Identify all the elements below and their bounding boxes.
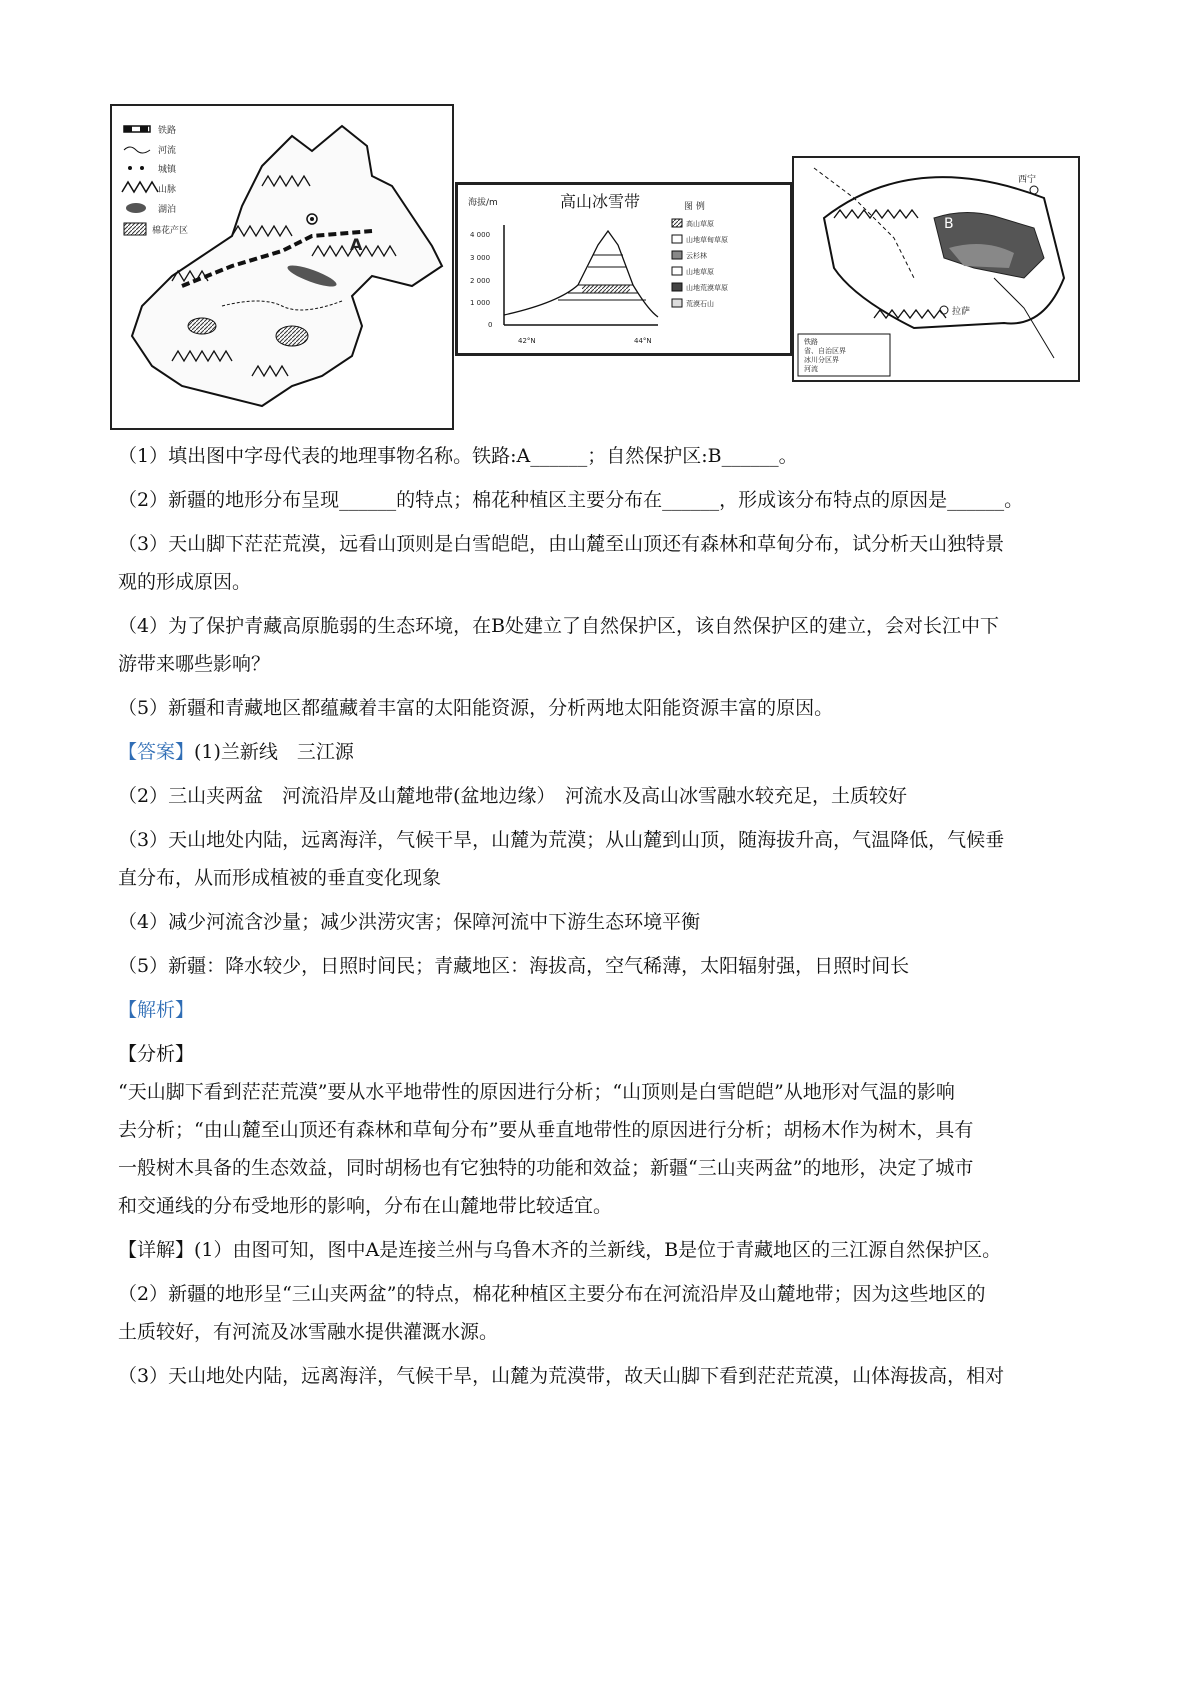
line-text: （3）天山地处内陆，远离海洋，气候干旱，山麓为荒漠带，故天山脚下看到茫茫荒漠，山体海拔高，相对 xyxy=(118,1365,1005,1387)
xtick-44n: 44°N xyxy=(634,337,652,345)
legend-railway: 铁路 xyxy=(158,126,177,136)
section-tag: 【解析】 xyxy=(118,999,195,1021)
text-line xyxy=(118,955,1102,978)
line-text: 【详解】(1）由图可知，图中A是连接兰州与乌鲁木齐的兰新线，B是位于青藏地区的三江源自然保护区。 xyxy=(118,1239,1002,1261)
text-line xyxy=(118,1239,1102,1262)
line-text: 游带来哪些影响？ xyxy=(118,653,271,675)
map3-legend-river: 河流 xyxy=(804,365,818,373)
line-text: 和交通线的分布受地形的影响，分布在山麓地带比较适宜。 xyxy=(118,1195,613,1217)
text-line xyxy=(118,615,1102,638)
map3-legend-glacier: 冰川分区界 xyxy=(804,356,839,364)
line-text: （5）新疆：降水较少，日照时间民；青藏地区：海拔高，空气稀薄，太阳辐射强，日照时间长 xyxy=(118,955,910,977)
map3-legend-border: 省、自治区界 xyxy=(804,347,846,355)
qinghai-tibet-map xyxy=(792,156,1080,382)
document-text xyxy=(118,445,1102,1388)
line-text: （1）填出图中字母代表的地理事物名称。铁路:A______；自然保护区:B______。 xyxy=(118,445,798,467)
text-line xyxy=(118,489,1102,512)
text-line xyxy=(118,1081,1102,1104)
legend-lake: 湖泊 xyxy=(158,205,177,215)
text-line xyxy=(118,1119,1102,1142)
text-line xyxy=(118,741,1102,764)
legend-mountain: 山脉 xyxy=(158,185,177,195)
city-lhasa: 拉萨 xyxy=(952,307,971,317)
ytick-4000: 4 000 xyxy=(470,231,491,239)
line-text: 【分析】 xyxy=(118,1043,195,1065)
legend-meadow-grassland: 山地草甸草原 xyxy=(686,236,728,244)
ytick-3000: 3 000 xyxy=(470,254,491,262)
xinjiang-map xyxy=(110,104,454,430)
chart-legend-title: 图 例 xyxy=(684,202,705,212)
text-line xyxy=(118,1365,1102,1388)
ytick-1000: 1 000 xyxy=(470,299,491,307)
line-text: （2）三山夹两盆 河流沿岸及山麓地带(盆地边缘） 河流水及高山冰雪融水较充足，土质较好 xyxy=(118,785,908,807)
text-line xyxy=(118,445,1102,468)
text-line xyxy=(118,571,1102,594)
text-line xyxy=(118,533,1102,556)
ytick-0: 0 xyxy=(488,321,493,329)
line-text: （3）天山脚下茫茫荒漠，远看山顶则是白雪皑皑，由山麓至山顶还有森林和草甸分布，试分析天山独特景 xyxy=(118,533,1005,555)
legend-cotton: 棉花产区 xyxy=(152,226,189,236)
text-line xyxy=(118,697,1102,720)
line-text: （2）新疆的地形呈“三山夹两盆”的特点，棉花种植区主要分布在河流沿岸及山麓地带；因为这些地区的 xyxy=(118,1283,986,1305)
line-text: （3）天山地处内陆，远离海洋，气候干旱，山麓为荒漠；从山麓到山顶，随海拔升高，气温降低，气候垂 xyxy=(118,829,1005,851)
figures-row xyxy=(110,104,1090,434)
text-line xyxy=(118,1043,1102,1066)
line-text: 土质较好，有河流及冰雪融水提供灌溉水源。 xyxy=(118,1321,499,1343)
text-line xyxy=(118,999,1102,1022)
text-line xyxy=(118,1157,1102,1180)
label-b: B xyxy=(944,216,954,232)
chart-ylabel: 海拔/m xyxy=(468,198,498,208)
section-tag: 【答案】 xyxy=(118,741,195,763)
text-line xyxy=(118,785,1102,808)
city-xining: 西宁 xyxy=(1018,175,1037,185)
line-text: 观的形成原因。 xyxy=(118,571,252,593)
legend-desert-rock: 荒漠石山 xyxy=(686,300,714,308)
legend-town: 城镇 xyxy=(158,165,177,175)
text-line xyxy=(118,1283,1102,1306)
mountain-belt-chart xyxy=(455,182,793,356)
line-text: 直分布，从而形成植被的垂直变化现象 xyxy=(118,867,442,889)
line-text: （4）减少河流含沙量；减少洪涝灾害；保障河流中下游生态环境平衡 xyxy=(118,911,701,933)
legend-spruce-forest: 云杉林 xyxy=(686,252,707,260)
ytick-2000: 2 000 xyxy=(470,277,491,285)
line-text: （4）为了保护青藏高原脆弱的生态环境，在B处建立了自然保护区，该自然保护区的建立，会对长江中下 xyxy=(118,615,1000,637)
text-line xyxy=(118,911,1102,934)
line-text: 一般树木具备的生态效益，同时胡杨也有它独特的功能和效益；新疆“三山夹两盆”的地形，决定了城市 xyxy=(118,1157,974,1179)
line-text: （2）新疆的地形分布呈现______的特点；棉花种植区主要分布在______，形成该分布特点的原因是______。 xyxy=(118,489,1024,511)
chart-title: 高山冰雪带 xyxy=(560,192,641,211)
text-line xyxy=(118,829,1102,852)
line-text: “天山脚下看到茫茫荒漠”要从水平地带性的原因进行分析；“山顶则是白雪皑皑”从地形对气温的影响 xyxy=(118,1081,955,1103)
legend-mountain-grassland: 山地草原 xyxy=(686,268,714,276)
xtick-42n: 42°N xyxy=(518,337,536,345)
legend-river: 河流 xyxy=(158,146,177,156)
text-line xyxy=(118,1195,1102,1218)
line-text: (1)兰新线 三江源 xyxy=(194,741,354,763)
line-text: （5）新疆和青藏地区都蕴藏着丰富的太阳能资源，分析两地太阳能资源丰富的原因。 xyxy=(118,697,834,719)
map-legend xyxy=(122,124,188,236)
legend-desert-grassland: 山地荒漠草原 xyxy=(686,284,728,292)
text-line xyxy=(118,653,1102,676)
line-text: 去分析；“由山麓至山顶还有森林和草甸分布”要从垂直地带性的原因进行分析；胡杨木作为树木，具有 xyxy=(118,1119,974,1141)
map3-legend-railway: 铁路 xyxy=(804,338,818,346)
legend-alpine-grassland: 高山草原 xyxy=(686,220,714,228)
text-line xyxy=(118,1321,1102,1344)
text-line xyxy=(118,867,1102,890)
label-a: A xyxy=(350,235,363,254)
